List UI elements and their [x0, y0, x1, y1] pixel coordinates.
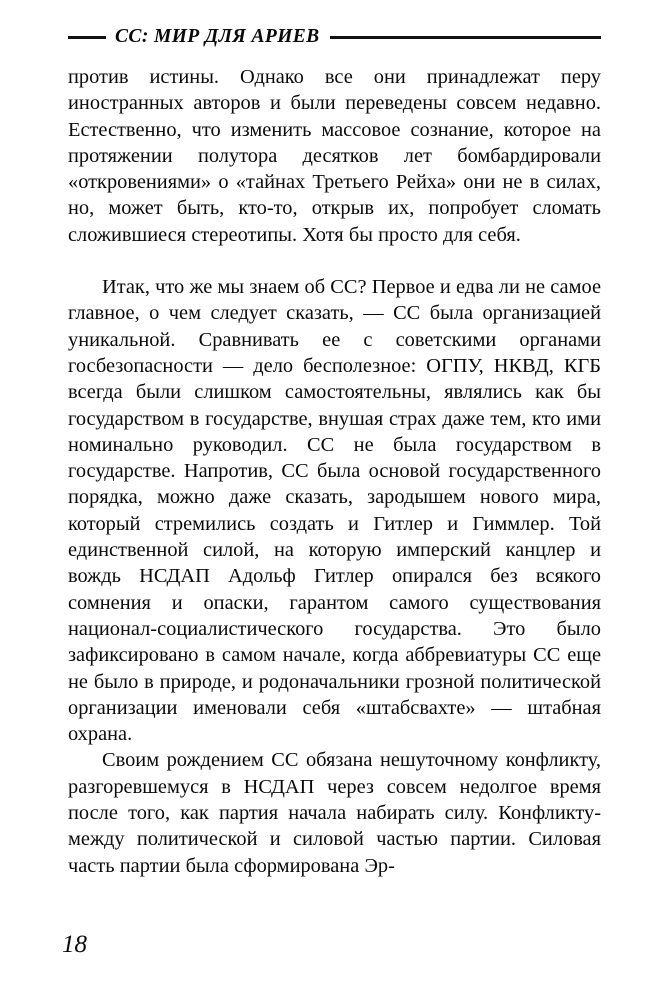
- page-title: СС: МИР ДЛЯ АРИЕВ: [115, 26, 320, 48]
- header-rule-right: [330, 36, 601, 39]
- header-rule-left: [68, 36, 106, 39]
- running-header: [68, 24, 601, 50]
- paragraph: против истины. Однако все они принадлежат перу иностранных авторов и были переведены совсем недавно. Естественно, что изменить массовое сознание, которое на протяжении полутора десятков лет бомбардировали «откровениями» о «тайнах Третьего Рейха» они не в силах, но, может быть, кто-то, открыв их, попробует сломать сложившиеся стереотипы. Хотя бы просто для себя.: [68, 66, 601, 246]
- paragraph: Своим рождением СС обязана нешуточному конфликту, разгоревшемуся в НСДАП через совсем недолгое время после того, как партия начала набирать силу. Конфликту- между политической и силовой частью партии. Силовая часть партии была сформирована Эр-: [68, 749, 601, 877]
- paragraph: Итак, что же мы знаем об СС? Первое и едва ли не самое главное, о чем следует сказать, — СС была организацией уникальной. Сравнивать ее с советскими органами госбезопасности — дело бесполезное: ОГПУ, НКВД, КГБ всегда были слишком самостоятельны, являлись как бы государством в государстве, внушая страх даже тем, кто ими номинально руководил. СС не была государством в государстве. Напротив, СС была основой государственного порядка, можно даже сказать, зародышем нового мира, который стремились создать и Гитлер и Гиммлер. Той единственной силой, на которую имперский канцлер и вождь НСДАП Адольф Гитлер опирался без всякого сомнения и опаски, гарантом самого существования национал-социалистического государства. Это было зафиксировано в самом начале, когда аббревиатуры СС еще не было в природе, и родоначальники грозной политической организации именовали себя «штабсвахте» — штабная охрана.: [68, 276, 601, 746]
- page-number: 18: [62, 931, 87, 958]
- body-text: [68, 64, 601, 879]
